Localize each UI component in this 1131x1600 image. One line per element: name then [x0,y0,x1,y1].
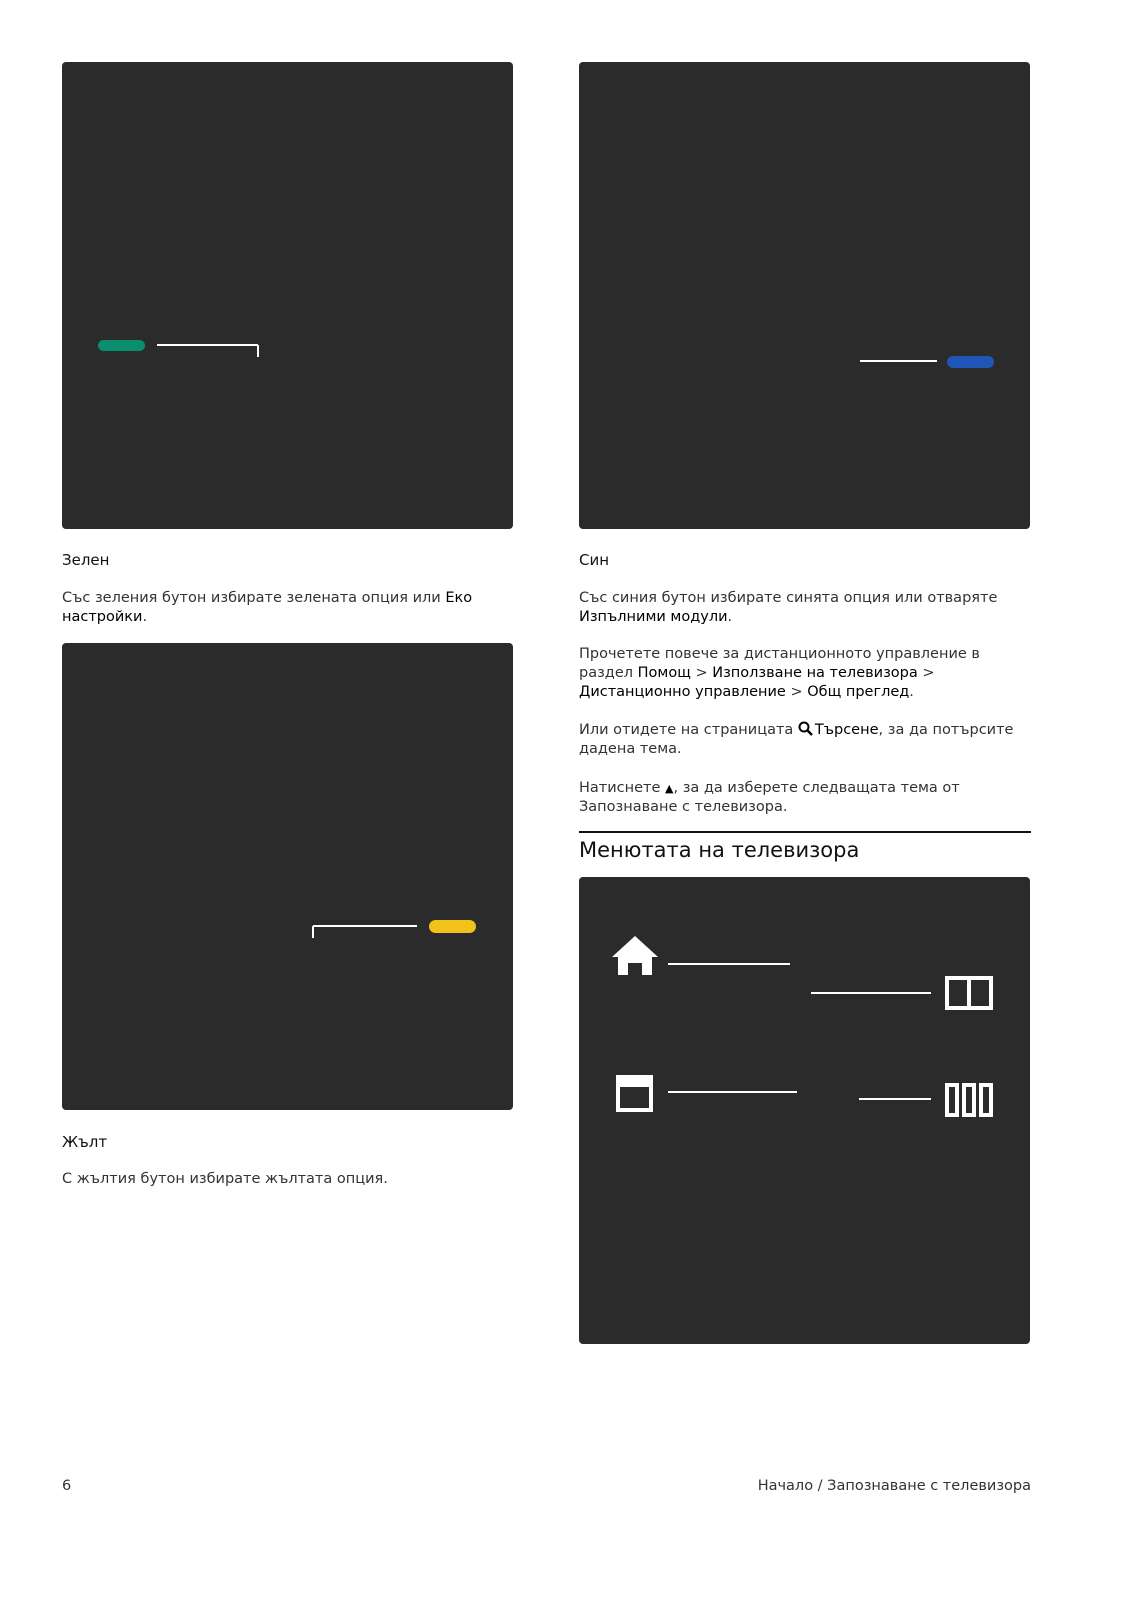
search-icon [798,721,815,736]
home-icon-large [612,936,658,975]
footer-breadcrumb: Начало / Запознаване с телевизора [757,1478,1031,1494]
read-more-paragraph: Прочетете повече за дистанционното управление в раздел Помощ > Използване на телевизора > Дистанционно управление > Общ преглед. [579,646,980,700]
section-text-blue: Със синия бутон избирате синята опция или отваряте Изпълними модули. [579,590,998,625]
remote-panel-menus [579,877,1030,1344]
options-icon-large [618,1077,651,1110]
help-path-2[interactable]: Използване на телевизора [712,665,918,681]
remote-panel-yellow [62,643,513,1110]
section-text-green: Със зеления бутон избирате зелената опция или Еко настройки. [62,590,473,625]
help-path-3[interactable]: Дистанционно управление [579,684,786,700]
section-title-blue: Син [579,551,610,569]
green-key-callout [98,340,145,351]
next-topic-paragraph: Натиснете ▲, за да изберете следващата тема от Запознаване с телевизора. [579,780,960,815]
guide-book-icon-large [947,978,991,1008]
yellow-key-callout [429,920,476,933]
menus-heading: Менютата на телевизора [579,838,860,862]
apps-link[interactable]: Изпълними модули [579,609,728,625]
remote-panel-green [62,62,513,529]
search-link[interactable]: Търсене [814,722,879,738]
up-arrow-icon: ▲ [665,782,674,795]
help-path-1[interactable]: Помощ [637,665,691,681]
help-path-4[interactable]: Общ преглед [807,684,910,700]
section-text-yellow: С жълтия бутон избирате жълтата опция. [62,1171,388,1187]
section-title-yellow: Жълт [62,1133,108,1151]
blue-key-callout [947,356,994,368]
section-title-green: Зелен [62,551,110,569]
source-icon-large [947,1085,991,1115]
eco-settings-link[interactable]: Еко настройки [62,590,473,625]
page-number: 6 [62,1478,72,1494]
heading-rule [579,831,1031,833]
search-paragraph: Или отидете на страницата Търсене, за да потърсите дадена тема. [579,722,1014,757]
remote-panel-blue [579,62,1030,529]
